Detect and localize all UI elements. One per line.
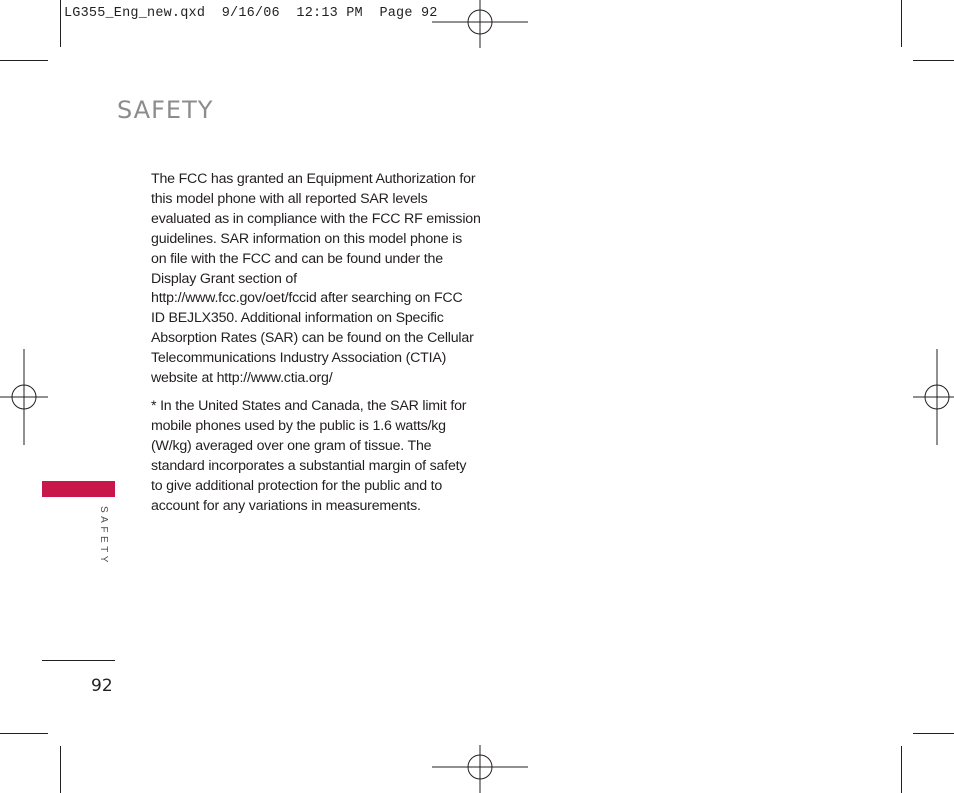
section-tab-label: SAFETY	[98, 506, 109, 566]
print-slug: LG355_Eng_new.qxd 9/16/06 12:13 PM Page 92	[64, 6, 438, 21]
crop-mark	[901, 0, 902, 47]
body-text	[151, 170, 481, 516]
registration-mark-icon	[913, 349, 954, 445]
crop-mark	[913, 60, 954, 61]
crop-mark	[60, 0, 61, 47]
registration-mark-icon	[432, 0, 528, 48]
page-title: SAFETY	[117, 96, 214, 124]
crop-mark	[60, 746, 61, 793]
crop-mark	[0, 60, 48, 61]
paragraph-sar-limit: * In the United States and Canada, the SAR limit for mobile phones used by the public is 1.6 watts/kg (W/kg) averaged over one gram of tissue. The standard incorporates a substantial margin of safety to give additional protection for the public and to account for any variations in measurements.	[151, 397, 467, 514]
page-number: 92	[91, 676, 113, 696]
footer-rule	[42, 660, 115, 661]
crop-mark	[0, 733, 48, 734]
crop-mark	[913, 733, 954, 734]
crop-mark	[901, 746, 902, 793]
registration-mark-icon	[0, 349, 48, 445]
registration-mark-icon	[432, 745, 528, 793]
paragraph-fcc-authorization: The FCC has granted an Equipment Authorization for this model phone with all reported SAR levels evaluated as in compliance with the FCC RF emission guidelines. SAR information on this model phone is on file with the FCC and can be found under the Display Grant section of http://www.fcc.gov/oet/fccid after searching on FCC ID BEJLX350. Additional information on Specific Absorption Rates (SAR) can be found on the Cellular Telecommunications Industry Association (CTIA) website at http://www.ctia.org/	[151, 171, 481, 387]
section-tab-bar	[42, 481, 115, 497]
